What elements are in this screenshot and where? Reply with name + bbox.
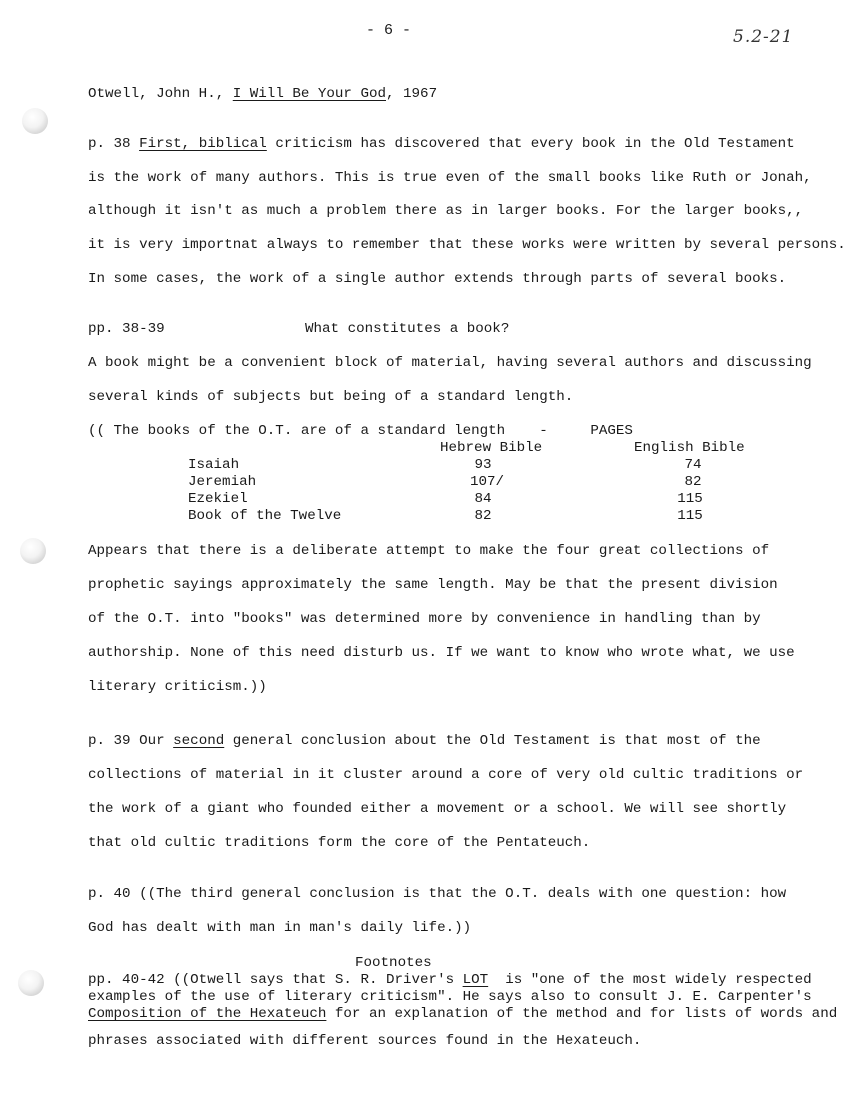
paragraph-line: [88, 733, 761, 749]
table-row-hebrew: 93: [474, 457, 492, 473]
citation-year: , 1967: [386, 86, 438, 102]
citation-title: I Will Be Your God: [232, 86, 386, 102]
footnote-line: [88, 972, 812, 988]
table-row-book: Ezekiel: [188, 491, 248, 507]
punch-hole-top: [22, 108, 48, 134]
paragraph-line: collections of material in it cluster around a core of very old cultic traditions or: [88, 767, 804, 783]
handwritten-note: 5.2-21: [733, 27, 794, 47]
paragraph-line: that old cultic traditions form the core of the Pentateuch.: [88, 835, 591, 851]
table-row-hebrew: 107/: [469, 474, 505, 490]
table-row-book: Jeremiah: [188, 474, 257, 490]
paragraph-line: several kinds of subjects but being of a standard length.: [88, 389, 574, 405]
column-header-hebrew: Hebrew Bible: [440, 440, 543, 456]
line-text: criticism has discovered that every book in the Old Testament: [266, 136, 795, 152]
paragraph-line: God has dealt with man in man's daily life.)): [88, 920, 472, 936]
line-text: for an explanation of the method and for lists of words and: [326, 1006, 838, 1022]
page-ref: pp. 38-39: [88, 321, 165, 337]
footnote-line: [88, 1006, 837, 1022]
table-row-english: 115: [677, 491, 703, 507]
punch-hole-bottom: [18, 970, 44, 996]
page-ref: p. 38: [88, 136, 131, 152]
punch-hole-middle: [20, 538, 46, 564]
footnote-line: phrases associated with different sources found in the Hexateuch.: [88, 1033, 642, 1049]
line-text: general conclusion about the Old Testament is that most of the: [224, 733, 761, 749]
paragraph-line: the work of a giant who founded either a movement or a school. We will see shortly: [88, 801, 787, 817]
line-text: pp. 40-42 ((Otwell says that S. R. Driver's: [88, 972, 463, 988]
paragraph-line: p. 40 ((The third general conclusion is that the O.T. deals with one question: how: [88, 886, 787, 902]
column-header-english: English Bible: [634, 440, 745, 456]
line-text: is "one of the most widely respected: [488, 972, 812, 988]
paragraph-line: literary criticism.)): [88, 679, 267, 695]
citation: [88, 86, 437, 102]
paragraph-line: of the O.T. into "books" was determined more by convenience in handling than by: [88, 611, 761, 627]
paragraph-line: In some cases, the work of a single author extends through parts of several books.: [88, 271, 787, 287]
table-row-english: 115: [677, 508, 703, 524]
paragraph-line: Appears that there is a deliberate attempt to make the four great collections of: [88, 543, 770, 559]
citation-author: Otwell, John H.,: [88, 86, 233, 102]
emphasis-lot: LOT: [462, 972, 489, 988]
footnote-line: examples of the use of literary criticism". He says also to consult J. E. Carpenter's: [88, 989, 812, 1005]
paragraph-line: A book might be a convenient block of material, having several authors and discussing: [88, 355, 812, 371]
table-row-hebrew: 82: [474, 508, 492, 524]
paragraph-line: prophetic sayings approximately the same length. May be that the present division: [88, 577, 778, 593]
emphasis-second: second: [173, 733, 225, 749]
table-row-book: Book of the Twelve: [188, 508, 342, 524]
table-row-book: Isaiah: [188, 457, 240, 473]
emphasis-composition-title: Composition of the Hexateuch: [88, 1006, 327, 1022]
page-ref: p. 39: [88, 733, 131, 749]
emphasis-first-biblical: First, biblical: [139, 136, 267, 152]
table-row-english: 74: [684, 457, 702, 473]
table-row-english: 82: [684, 474, 702, 490]
paragraph-line: although it isn't as much a problem there as in larger books. For the larger books,,: [88, 203, 804, 219]
table-row-hebrew: 84: [474, 491, 492, 507]
section-heading: What constitutes a book?: [305, 321, 510, 337]
paragraph-line: [88, 136, 795, 152]
footnotes-heading: Footnotes: [355, 955, 432, 971]
paragraph-line: it is very importnat always to remember that these works were written by several persons.: [88, 237, 846, 253]
line-text: Our: [130, 733, 174, 749]
paragraph-line: authorship. None of this need disturb us. If we want to know who wrote what, we use: [88, 645, 795, 661]
table-intro: (( The books of the O.T. are of a standard length - PAGES: [88, 423, 633, 439]
paragraph-line: is the work of many authors. This is true even of the small books like Ruth or Jonah,: [88, 170, 812, 186]
page-number: - 6 -: [366, 22, 412, 39]
